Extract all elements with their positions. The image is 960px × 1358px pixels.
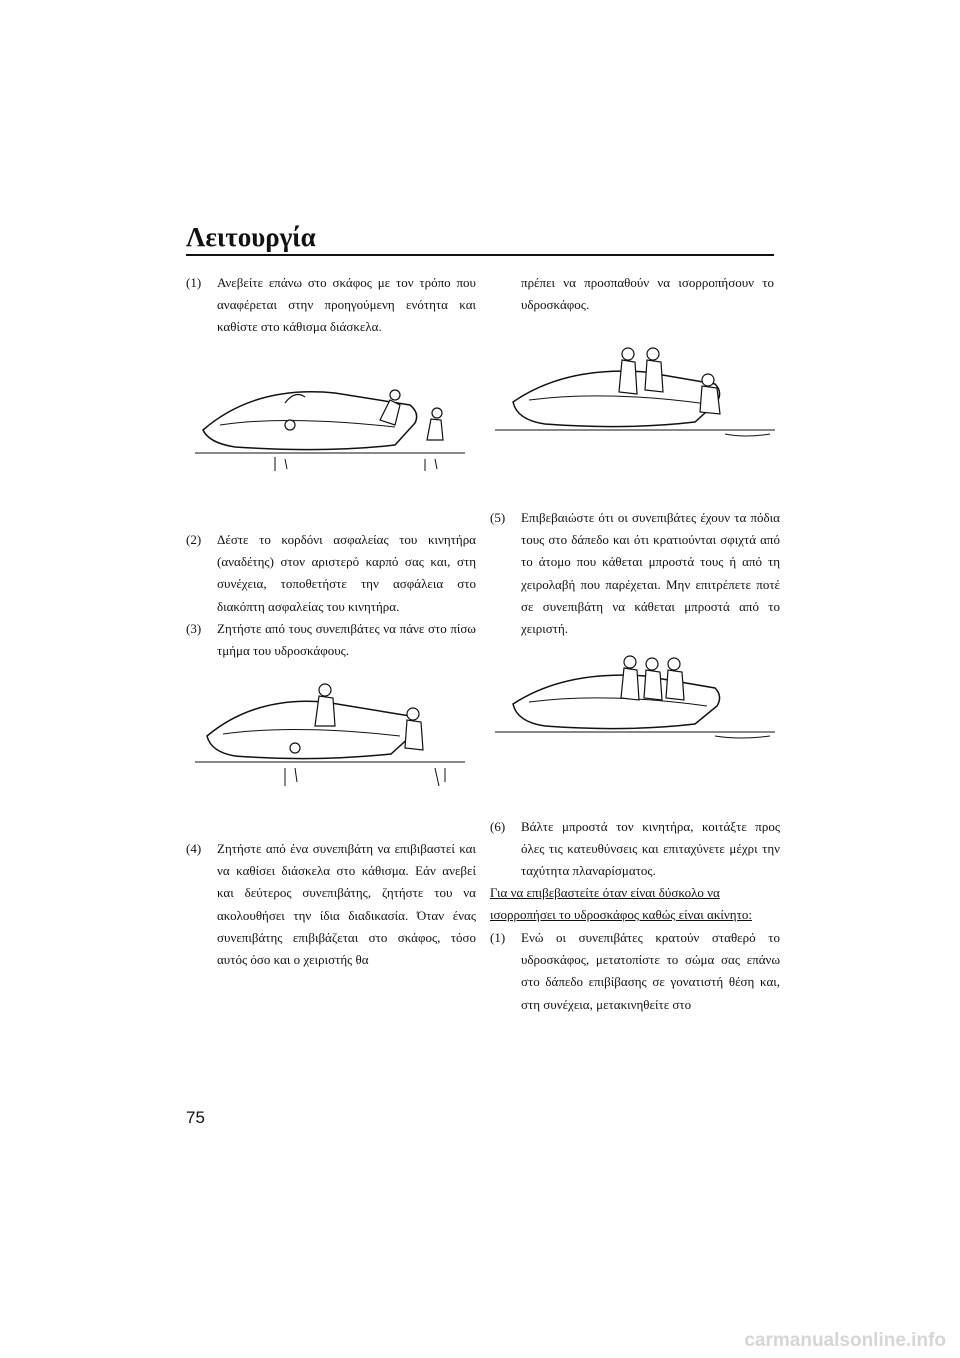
- illustration-mounting-from-water: [195, 375, 465, 485]
- section-subheading: Για να επιβεβαστείτε όταν είναι δύσκολο να ισορροπήσει το υδροσκάφος καθώς είναι ακίνητο:: [490, 885, 752, 923]
- step-text: Ζητήστε από ένα συνεπιβάτη να επιβιβαστεί και να καθίσει διάσκελα στο κάθισμα. Εάν ανεβεί και δεύτερος συνεπιβάτης, ζητήστε του να ακολουθήσει την ίδια διαδικασία. Όταν ένας συνεπιβάτης επιβιβάζεται στο σκάφος, τόσο αυτός όσο και ο χειριστής θα: [217, 841, 476, 968]
- page-title: Λειτουργία: [186, 222, 316, 252]
- step-3: [186, 618, 476, 662]
- step-number: (6): [490, 819, 506, 834]
- step-text: Ζητήστε από τους συνεπιβάτες να πάνε στο πίσω τμήμα του υδροσκάφους.: [217, 621, 476, 659]
- step-4: [186, 838, 476, 971]
- step-number: (4): [186, 841, 202, 856]
- step-2: [186, 529, 476, 618]
- illustration-balancing-craft: [495, 342, 775, 452]
- step-text: Επιβεβαιώστε ότι οι συνεπιβάτες έχουν τα πόδια τους στο δάπεδο και ότι κρατιούνται σφιχτά από το άτομο που κάθεται μπροστά τους ή από τη χειρολαβή που παρέχεται. Μην επιτρέπετε ποτέ σε συνεπιβάτη να κάθεται μπροστά από το χειριστή.: [521, 510, 780, 637]
- illustration-passengers-at-rear: [195, 676, 465, 796]
- continuation-text: πρέπει να προσπαθούν να ισορροπήσουν το υδροσκάφος.: [521, 275, 774, 313]
- step-number: (2): [186, 532, 202, 547]
- step-number: (5): [490, 510, 506, 525]
- title-rule: [186, 254, 774, 256]
- step-7: [490, 927, 780, 1016]
- step-text: Δέστε το κορδόνι ασφαλείας του κινητήρα (αναδέτης) στον αριστερό καρπό σας και, στη συνέχεια, τοποθετήστε την ασφάλεια στο διακόπτη ασφαλείας του κινητήρα.: [217, 532, 476, 614]
- step-1: [186, 272, 476, 339]
- step-number: (3): [186, 621, 202, 636]
- step-number: (1): [490, 930, 506, 945]
- step-text: Ενώ οι συνεπιβάτες κρατούν σταθερό το υδροσκάφος, μετατοπίστε το σώμα σας επάνω στο δάπεδο επιβίβασης σε γονατιστή θέση και, στη συνέχεια, μετακινηθείτε στο: [521, 930, 780, 1012]
- footer-watermark-url: carmanualsonline.info: [744, 1330, 946, 1351]
- step-text: Ανεβείτε επάνω στο σκάφος με τον τρόπο που αναφέρεται στην προηγούμενη ενότητα και καθίστε στο κάθισμα διάσκελα.: [217, 275, 476, 335]
- illustration-seated-passengers: [495, 652, 775, 752]
- step-number: (1): [186, 275, 202, 290]
- step-text: Βάλτε μπροστά τον κινητήρα, κοιτάξτε προς όλες τις κατευθύνσεις και επιταχύνετε μέχρι την ταχύτητα πλαναρίσματος.: [521, 819, 780, 879]
- step-5: [490, 507, 780, 640]
- step-6: [490, 816, 780, 883]
- page-number: 75: [186, 1108, 205, 1127]
